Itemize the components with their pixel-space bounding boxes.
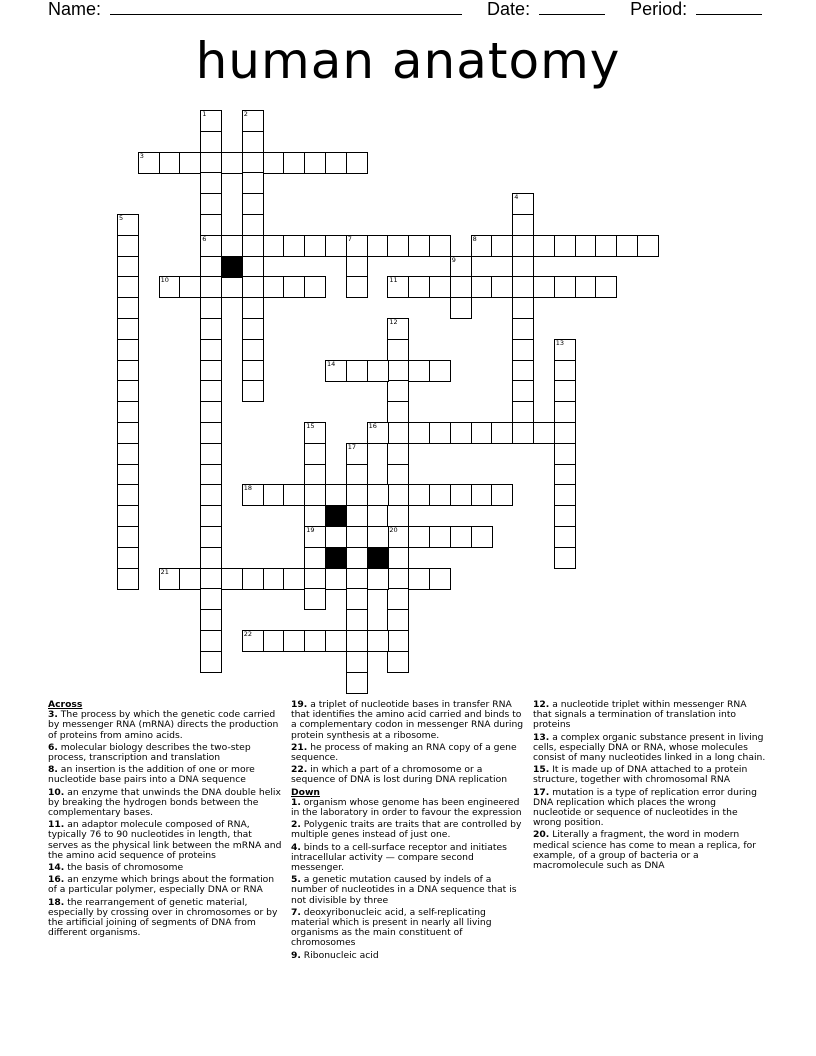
answer-cell[interactable] <box>491 484 513 506</box>
answer-cell[interactable] <box>200 547 222 569</box>
clue-num: 13. <box>533 731 550 743</box>
answer-cell[interactable] <box>263 152 285 174</box>
answer-cell[interactable] <box>346 256 368 278</box>
clue-number: 21 <box>160 567 169 576</box>
answer-cell[interactable] <box>117 276 139 298</box>
answer-cell[interactable] <box>346 152 368 174</box>
answer-cell[interactable] <box>346 360 368 382</box>
clue-num: 22. <box>291 764 308 776</box>
answer-cell[interactable] <box>325 235 347 257</box>
answer-cell[interactable] <box>346 588 368 610</box>
answer-cell[interactable] <box>554 401 576 423</box>
answer-cell[interactable] <box>512 380 534 402</box>
answer-cell[interactable] <box>283 484 305 506</box>
answer-cell[interactable] <box>200 193 222 215</box>
clue-text: It is made up of DNA attached to a protein structure, together with chromosomal RNA <box>533 764 748 786</box>
down-clue <box>533 733 767 764</box>
answer-cell[interactable] <box>387 609 409 631</box>
answer-cell[interactable] <box>595 276 617 298</box>
clue-num: 20. <box>533 829 550 841</box>
answer-cell[interactable] <box>117 401 139 423</box>
down-clue <box>533 788 767 829</box>
across-heading: Across <box>48 699 83 710</box>
answer-cell[interactable] <box>387 588 409 610</box>
clue-num: 15. <box>533 764 550 776</box>
answer-cell[interactable] <box>554 380 576 402</box>
answer-cell[interactable] <box>554 360 576 382</box>
answer-cell[interactable] <box>242 172 264 194</box>
answer-cell[interactable] <box>200 276 222 298</box>
answer-cell[interactable] <box>512 360 534 382</box>
answer-cell[interactable] <box>117 360 139 382</box>
across-clue <box>48 710 282 741</box>
answer-cell[interactable] <box>471 484 493 506</box>
answer-cell[interactable] <box>450 484 472 506</box>
clue-number: 5 <box>119 214 124 222</box>
answer-cell[interactable] <box>200 318 222 340</box>
answer-cell[interactable] <box>387 443 409 465</box>
answer-cell[interactable] <box>179 276 201 298</box>
clue-number: 13 <box>555 338 565 347</box>
answer-cell[interactable] <box>533 235 555 257</box>
clue-num: 5. <box>291 874 301 886</box>
clue-text: Ribonucleic acid <box>300 949 379 961</box>
answer-cell[interactable] <box>325 152 347 174</box>
answer-cell[interactable] <box>346 276 368 298</box>
down-clue <box>291 843 525 874</box>
answer-cell[interactable] <box>346 547 368 569</box>
answer-cell[interactable] <box>450 276 472 298</box>
answer-cell[interactable] <box>387 547 409 569</box>
down-clue <box>291 875 525 906</box>
answer-cell[interactable] <box>117 464 139 486</box>
answer-cell[interactable] <box>283 152 305 174</box>
answer-cell[interactable] <box>325 484 347 506</box>
answer-cell[interactable] <box>471 422 493 444</box>
clue-text: an adaptor molecule composed of RNA, typically 76 to 90 nucleotides in length, that serves as the physical link between the mRNA and the amino acid sequence of proteins <box>48 819 282 861</box>
answer-cell[interactable] <box>117 505 139 527</box>
clue-text: in which a part of a chromosome or a sequence of DNA is lost during DNA replication <box>291 764 508 786</box>
answer-cell[interactable] <box>304 464 326 486</box>
answer-cell[interactable] <box>242 235 264 257</box>
answer-cell[interactable] <box>200 360 222 382</box>
clue-text: organism whose genome has been engineered in the laboratory in order to favour the expression <box>291 796 522 819</box>
clue-number: 10 <box>160 276 169 285</box>
clue-text: the basis of chromosome <box>64 862 184 874</box>
answer-cell[interactable] <box>408 235 430 257</box>
answer-cell[interactable] <box>283 235 305 257</box>
answer-cell[interactable] <box>554 505 576 527</box>
clue-number: 17 <box>347 442 357 451</box>
clue-number: 4 <box>514 193 519 202</box>
black-cell <box>325 505 347 527</box>
answer-cell[interactable] <box>117 443 139 465</box>
answer-cell[interactable] <box>200 380 222 402</box>
clue-num: 2. <box>291 819 301 831</box>
answer-cell[interactable] <box>117 380 139 402</box>
answer-cell[interactable] <box>387 568 409 590</box>
answer-cell[interactable] <box>408 276 430 298</box>
answer-cell[interactable] <box>554 547 576 569</box>
answer-cell[interactable] <box>200 131 222 153</box>
answer-cell[interactable] <box>346 568 368 590</box>
clue-number: 11 <box>389 276 398 285</box>
answer-cell[interactable] <box>117 235 139 257</box>
answer-cell[interactable] <box>429 568 451 590</box>
answer-cell[interactable] <box>346 630 368 652</box>
answer-cell[interactable] <box>304 152 326 174</box>
clue-text: an enzyme which brings about the formation of a particular polymer, especially DNA or RNA <box>48 874 275 896</box>
answer-cell[interactable] <box>346 505 368 527</box>
answer-cell[interactable] <box>575 235 597 257</box>
answer-cell[interactable] <box>200 422 222 444</box>
clue-text: a triplet of nucleotide bases in transfer RNA that identifies the amino acid carried and binds to a complementary codon in messenger RNA during protein synthesis at a ribosome. <box>291 699 524 741</box>
clue-num: 7. <box>291 906 301 918</box>
answer-cell[interactable] <box>325 526 347 548</box>
clue-num: 11. <box>48 819 65 831</box>
across-clue <box>48 875 282 895</box>
clue-text: deoxyribonucleic acid, a self-replicating material which is present in nearly all living organisms as the main constituent of chromosomes <box>291 906 492 949</box>
answer-cell[interactable] <box>200 630 222 652</box>
clue-number: 1 <box>202 110 207 118</box>
clue-num: 14. <box>48 862 65 874</box>
answer-cell[interactable] <box>304 547 326 569</box>
answer-cell[interactable] <box>512 214 534 236</box>
answer-cell[interactable] <box>221 235 243 257</box>
answer-cell[interactable] <box>471 276 493 298</box>
answer-cell[interactable] <box>346 464 368 486</box>
clue-num: 4. <box>291 841 301 853</box>
answer-cell[interactable] <box>512 401 534 423</box>
answer-cell[interactable] <box>221 276 243 298</box>
down-clue <box>291 798 525 818</box>
black-cell <box>367 547 389 569</box>
down-clue <box>533 830 767 871</box>
answer-cell[interactable] <box>387 651 409 673</box>
clue-number: 22 <box>243 630 253 638</box>
answer-cell[interactable] <box>387 505 409 527</box>
answer-cell[interactable] <box>242 152 264 174</box>
answer-cell[interactable] <box>200 297 222 319</box>
clue-num: 18. <box>48 896 65 908</box>
clue-text: an insertion is the addition of one or more nucleotide base pairs into a DNA sequence <box>48 764 255 786</box>
answer-cell[interactable] <box>387 360 409 382</box>
answer-cell[interactable] <box>554 276 576 298</box>
name-label: Name: <box>48 0 102 19</box>
clue-num: 12. <box>533 699 550 710</box>
clue-text: mutation is a type of replication error during DNA replication which places the wrong nucleotide or sequence of nucleotides in the wrong position. <box>533 786 757 829</box>
answer-cell[interactable] <box>512 276 534 298</box>
answer-cell[interactable] <box>512 256 534 278</box>
answer-cell[interactable] <box>200 339 222 361</box>
answer-cell[interactable] <box>367 568 389 590</box>
answer-cell[interactable] <box>616 235 638 257</box>
clue-number: 8 <box>472 234 477 243</box>
answer-cell[interactable] <box>491 422 513 444</box>
answer-cell[interactable] <box>491 235 513 257</box>
answer-cell[interactable] <box>200 568 222 590</box>
across-clue <box>48 743 282 763</box>
clue-text: a nucleotide triplet within messenger RNA that signals a termination of translation into proteins <box>533 699 747 731</box>
answer-cell[interactable] <box>575 276 597 298</box>
answer-cell[interactable] <box>304 568 326 590</box>
clue-text: a complex organic substance present in living cells, especially DNA or RNA, whose molecules consist of many nucleotides linked in a long chain. <box>533 731 766 764</box>
clue-num: 3. <box>48 709 58 721</box>
clue-text: he process of making an RNA copy of a gene sequence. <box>291 741 517 764</box>
across-clue <box>291 765 525 785</box>
answer-cell[interactable] <box>304 276 326 298</box>
answer-cell[interactable] <box>429 526 451 548</box>
clue-number: 18 <box>243 484 253 493</box>
answer-cell[interactable] <box>221 568 243 590</box>
clue-number: 20 <box>389 526 398 534</box>
clues-column-3 <box>533 700 767 873</box>
answer-cell[interactable] <box>304 443 326 465</box>
answer-cell[interactable] <box>242 131 264 153</box>
answer-cell[interactable] <box>117 318 139 340</box>
clue-text: Literally a fragment, the word in modern medical science has come to mean a replica, for example, of a group of bacteria or a macromolecule such as DNA <box>533 829 756 872</box>
black-cell <box>325 547 347 569</box>
answer-cell[interactable] <box>512 297 534 319</box>
answer-cell[interactable] <box>117 484 139 506</box>
answer-cell[interactable] <box>554 526 576 548</box>
answer-cell[interactable] <box>283 568 305 590</box>
answer-cell[interactable] <box>200 609 222 631</box>
answer-cell[interactable] <box>200 152 222 174</box>
answer-cell[interactable] <box>367 630 389 652</box>
answer-cell[interactable] <box>387 401 409 423</box>
down-clue <box>291 908 525 949</box>
clue-number: 2 <box>243 110 248 118</box>
black-cell <box>221 256 243 278</box>
clue-num: 10. <box>48 786 65 798</box>
answer-cell[interactable] <box>263 630 285 652</box>
clue-num: 6. <box>48 741 58 753</box>
answer-cell[interactable] <box>491 276 513 298</box>
answer-cell[interactable] <box>304 588 326 610</box>
answer-cell[interactable] <box>242 360 264 382</box>
answer-cell[interactable] <box>512 339 534 361</box>
down-clue <box>291 820 525 840</box>
answer-cell[interactable] <box>429 276 451 298</box>
answer-cell[interactable] <box>408 484 430 506</box>
answer-cell[interactable] <box>450 526 472 548</box>
answer-cell[interactable] <box>200 443 222 465</box>
answer-cell[interactable] <box>200 172 222 194</box>
down-clue <box>533 765 767 785</box>
answer-cell[interactable] <box>387 235 409 257</box>
answer-cell[interactable] <box>554 235 576 257</box>
answer-cell[interactable] <box>200 588 222 610</box>
answer-cell[interactable] <box>429 360 451 382</box>
clue-num: 19. <box>291 699 308 710</box>
answer-cell[interactable] <box>304 630 326 652</box>
down-heading: Down <box>291 786 320 798</box>
answer-cell[interactable] <box>242 339 264 361</box>
answer-cell[interactable] <box>450 422 472 444</box>
clue-number: 14 <box>327 359 336 368</box>
answer-cell[interactable] <box>512 235 534 257</box>
answer-cell[interactable] <box>221 152 243 174</box>
answer-cell[interactable] <box>429 484 451 506</box>
answer-cell[interactable] <box>429 235 451 257</box>
answer-cell[interactable] <box>408 360 430 382</box>
clue-number: 19 <box>306 526 315 534</box>
answer-cell[interactable] <box>263 276 285 298</box>
answer-cell[interactable] <box>554 443 576 465</box>
answer-cell[interactable] <box>179 568 201 590</box>
across-clue <box>48 898 282 939</box>
answer-cell[interactable] <box>554 464 576 486</box>
clue-num: 9. <box>291 949 301 961</box>
clue-text: an enzyme that unwinds the DNA double helix by breaking the hydrogen bonds between the complementary bases. <box>48 786 281 819</box>
answer-cell[interactable] <box>387 339 409 361</box>
answer-cell[interactable] <box>283 630 305 652</box>
period-label: Period: <box>630 0 688 19</box>
answer-cell[interactable] <box>242 318 264 340</box>
answer-cell[interactable] <box>387 380 409 402</box>
answer-cell[interactable] <box>242 276 264 298</box>
across-clue <box>48 863 282 873</box>
across-clue <box>48 820 282 861</box>
clue-number: 9 <box>451 255 456 264</box>
answer-cell[interactable] <box>179 152 201 174</box>
answer-cell[interactable] <box>200 214 222 236</box>
answer-cell[interactable] <box>367 484 389 506</box>
answer-cell[interactable] <box>200 505 222 527</box>
answer-cell[interactable] <box>346 609 368 631</box>
answer-cell[interactable] <box>117 547 139 569</box>
clue-number: 16 <box>368 422 377 430</box>
clues-column-1 <box>48 700 282 940</box>
clues-column-2 <box>291 700 525 963</box>
answer-cell[interactable] <box>533 276 555 298</box>
across-clue <box>48 788 282 819</box>
clue-num: 8. <box>48 764 58 776</box>
answer-cell[interactable] <box>117 422 139 444</box>
answer-cell[interactable] <box>637 235 659 257</box>
answer-cell[interactable] <box>346 526 368 548</box>
answer-cell[interactable] <box>367 235 389 257</box>
answer-cell[interactable] <box>263 484 285 506</box>
across-clue <box>291 700 525 741</box>
answer-cell[interactable] <box>159 152 181 174</box>
answer-cell[interactable] <box>242 214 264 236</box>
answer-cell[interactable] <box>408 568 430 590</box>
answer-cell[interactable] <box>325 630 347 652</box>
answer-cell[interactable] <box>263 568 285 590</box>
clue-num: 16. <box>48 874 65 886</box>
answer-cell[interactable] <box>387 422 409 444</box>
clue-text: The process by which the genetic code carried by messenger RNA (mRNA) directs the production of proteins from amino acids. <box>48 709 279 741</box>
answer-cell[interactable] <box>200 464 222 486</box>
down-clue <box>533 700 767 731</box>
page-title: human anatomy <box>195 32 621 90</box>
down-clue <box>291 951 525 961</box>
answer-cell[interactable] <box>367 526 389 548</box>
answer-cell[interactable] <box>242 256 264 278</box>
answer-cell[interactable] <box>242 568 264 590</box>
answer-cell[interactable] <box>595 235 617 257</box>
clue-text: Polygenic traits are traits that are controlled by multiple genes instead of just one. <box>291 819 522 841</box>
answer-cell[interactable] <box>304 235 326 257</box>
answer-cell[interactable] <box>263 235 285 257</box>
clue-num: 17. <box>533 786 550 798</box>
answer-cell[interactable] <box>200 526 222 548</box>
answer-cell[interactable] <box>450 297 472 319</box>
answer-cell[interactable] <box>387 464 409 486</box>
answer-cell[interactable] <box>533 422 555 444</box>
answer-cell[interactable] <box>304 484 326 506</box>
answer-cell[interactable] <box>554 422 576 444</box>
clue-num: 21. <box>291 741 308 753</box>
answer-cell[interactable] <box>242 193 264 215</box>
answer-cell[interactable] <box>304 505 326 527</box>
answer-cell[interactable] <box>242 380 264 402</box>
clue-number: 15 <box>306 422 315 430</box>
answer-cell[interactable] <box>512 318 534 340</box>
clue-number: 12 <box>389 318 398 326</box>
answer-cell[interactable] <box>554 484 576 506</box>
answer-cell[interactable] <box>367 360 389 382</box>
answer-cell[interactable] <box>200 651 222 673</box>
across-clue <box>291 743 525 763</box>
answer-cell[interactable] <box>117 297 139 319</box>
answer-cell[interactable] <box>242 297 264 319</box>
answer-cell[interactable] <box>283 276 305 298</box>
answer-cell[interactable] <box>346 484 368 506</box>
clue-text: a genetic mutation caused by indels of a number of nucleotides in a DNA sequence that is not divisible by three <box>291 874 517 906</box>
answer-cell[interactable] <box>117 256 139 278</box>
answer-cell[interactable] <box>200 401 222 423</box>
answer-cell[interactable] <box>408 422 430 444</box>
answer-cell[interactable] <box>200 256 222 278</box>
answer-cell[interactable] <box>408 526 430 548</box>
answer-cell[interactable] <box>346 672 368 694</box>
clue-number: 6 <box>202 234 207 243</box>
date-label: Date: <box>487 0 531 19</box>
answer-cell[interactable] <box>471 526 493 548</box>
answer-cell[interactable] <box>346 651 368 673</box>
answer-cell[interactable] <box>387 484 409 506</box>
clue-text: molecular biology describes the two-step process, transcription and translation <box>48 741 251 764</box>
answer-cell[interactable] <box>387 630 409 652</box>
clue-number: 7 <box>347 234 352 243</box>
answer-cell[interactable] <box>325 568 347 590</box>
answer-cell[interactable] <box>117 339 139 361</box>
clue-number: 3 <box>139 151 144 160</box>
answer-cell[interactable] <box>117 526 139 548</box>
answer-cell[interactable] <box>117 568 139 590</box>
answer-cell[interactable] <box>429 422 451 444</box>
answer-cell[interactable] <box>512 422 534 444</box>
across-clue <box>48 765 282 785</box>
answer-cell[interactable] <box>200 484 222 506</box>
clue-text: binds to a cell-surface receptor and initiates intracellular activity — compare second messenger. <box>291 841 507 874</box>
clue-num: 1. <box>291 796 301 808</box>
clue-text: the rearrangement of genetic material, especially by crossing over in chromosomes or by the artificial joining of segments of DNA from different organisms. <box>48 896 278 939</box>
